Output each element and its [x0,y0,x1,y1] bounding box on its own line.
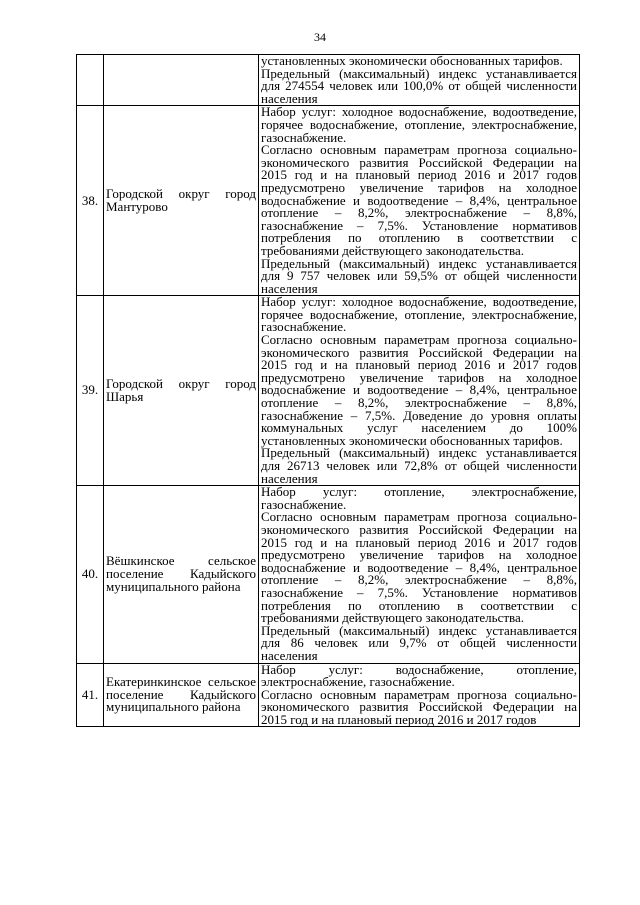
row-number-cell: 41. [77,663,104,727]
municipality-cell: Вёшкинское сельское поселение Кадыйского муниципального района [104,486,259,663]
description-paragraph: Предельный (максимальный) индекс устанавливается для 274554 человек или 100,0% от общей численности населения [261,65,577,106]
municipality-cell: Городской округ город Шарья [104,296,259,486]
table-row-continuation [77,55,580,106]
page-number: 34 [314,30,326,44]
description-cell [259,55,580,106]
description-paragraph: Предельный (максимальный) индекс устанавливается для 26713 человек или 72,8% от общей численности населения [261,445,577,486]
table-row-41 [77,663,580,727]
description-paragraph: Набор услуг: холодное водоснабжение, водоотведение, горячее водоснабжение, отопление, электроснабжение, газоснабжение. [261,294,577,335]
description-cell [259,106,580,296]
municipality-cell [104,55,259,106]
description-cell [259,296,580,486]
description-paragraph: установленных экономически обоснованных тарифов. [261,53,563,68]
description-paragraph: Набор услуг: холодное водоснабжение, водоотведение, горячее водоснабжение, отопление, электроснабжение, газоснабжение. [261,104,577,145]
row-number-cell: 40. [77,486,104,663]
description-cell [259,663,580,727]
description-paragraph: Согласно основным параметрам прогноза социально-экономического развития Российской Федерации на 2015 год и на плановый период 2016 и 2017 годов предусмотрено увеличение тарифов на холодное водоснабжение и водоотведение – 8,4%, центральное отопление – 8,2%, электроснабжение – 8,8%, газоснабжение – 7,5%. Установление нормативов потребления по отоплению в соответствии с требованиями действующего законодательства. [261,142,577,258]
description-cell [259,486,580,663]
description-paragraph: Согласно основным параметрам прогноза социально-экономического развития Российской Федерации на 2015 год и на плановый период 2016 и 2017 годов предусмотрено увеличение тарифов на холодное водоснабжение и водоотведение – 8,4%, центральное отопление – 8,2%, электроснабжение – 8,8%, газоснабжение – 7,5%. Доведение до уровня оплаты коммунальных услуг населением до 100% установленных экономически обоснованных тарифов. [261,332,577,448]
row-number-cell: 39. [77,296,104,486]
description-paragraph: Набор услуг: водоснабжение, отопление, электроснабжение, газоснабжение. [261,661,577,690]
description-paragraph: Предельный (максимальный) индекс устанавливается для 86 человек или 9,7% от общей численности населения [261,622,577,663]
description-paragraph: Согласно основным параметрам прогноза социально-экономического развития Российской Федерации на 2015 год и на плановый период 2016 и 2017 годов предусмотрено увеличение тарифов на холодное водоснабжение и водоотведение – 8,4%, центральное отопление – 8,2%, электроснабжение – 8,8%, газоснабжение – 7,5%. Установление нормативов потребления по отоплению в соответствии с требованиями действующего законодательства. [261,509,577,626]
tariff-index-table [76,54,580,727]
description-paragraph: Набор услуг: отопление, электроснабжение, газоснабжение. [261,484,577,512]
description-paragraph: Предельный (максимальный) индекс устанавливается для 9 757 человек или 59,5% от общей численности населения [261,255,577,296]
table-row-39 [77,296,580,486]
municipality-cell: Городской округ город Мантурово [104,106,259,296]
municipality-cell: Екатеринкинское сельское поселение Кадыйского муниципального района [104,663,259,727]
table-row-40 [77,486,580,663]
row-number-cell [77,55,104,106]
description-paragraph: Согласно основным параметрам прогноза социально-экономического развития Российской Федерации на 2015 год и на плановый период 2016 и 2017 годов [261,686,577,727]
table-row-38 [77,106,580,296]
row-number-cell: 38. [77,106,104,296]
